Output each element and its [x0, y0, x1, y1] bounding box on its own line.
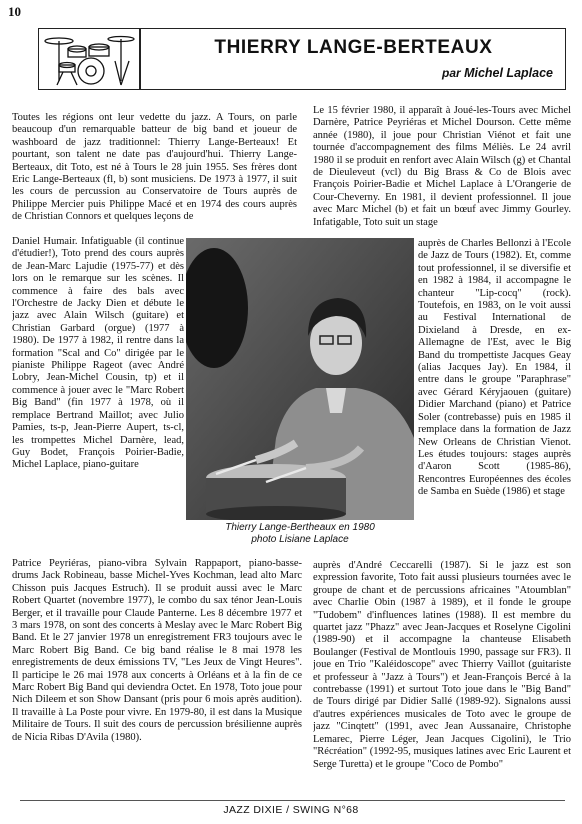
paragraph: Patrice Peyriéras, piano-vibra Sylvain Rappaport, piano-basse-drums Jack Robineau, basse Michel-Yves Kochman, lead alto Marc Chisson puis Jacques Estruch). Il se produit aussi avec le Marc Robert Quartet (novembre 1977), le combo du sax ténor Jean-Louis Berger, et il travaille pour Claude Panterne. Les 8 décembre 1977 et 3 mars 1978, on sont des concerts à Meslay avec le Marc Robert Big Band. Et le 27 janvier 1978 un enregistrement FR3 toujours avec le Marc Robert Big Band. Ce big band réalise le 8 mai 1978 les enregistrements de deux émissions TV, "Les Jeux de Vingt Heures". Il participe le 26 mai 1978 aux concerts à Orléans et à la fin de ce Marc Robert Big Band qui deviendra Octet. En 1978, Toto joue pour Nich Dileem et son Show Dansant (pris pour 6 mois après audition). Il travaille à La Poste pour vivre. En 1979-80, il est dans la Musique Militaire de Tours. Il suit des cours de percussion brésilienne auprès de Nicia Ribas D'Avila (1980).	[12, 558, 302, 743]
byline	[442, 66, 553, 80]
article-text-right-bottom	[313, 560, 571, 792]
footer-divider	[20, 800, 565, 801]
page-number: 10	[8, 4, 21, 19]
drummer-photo	[186, 238, 414, 520]
article-text-left-top	[12, 112, 297, 236]
photo-caption	[186, 522, 414, 546]
paragraph: Toutes les régions ont leur vedette du jazz. A Tours, on parle beaucoup d'un remarquable batteur de big band et joueur de washboard de jazz traditionnel: Thierry Lange-Berteaux! Et pourtant, son talent ne date pas d'aujourd'hui. Thierry Lange-Berteaux, dit Toto, est né à Tours le 28 juin 1955. Ses frères dont Eric Lange-Berteaux (fl, b) sont musiciens. De 1973 à 1977, il suit les cours de percussion au Conservatoire de Tours auprès de Philippe Mercier puis Philippe Macé et en 1974 des cours auprès de Christian Connors et quelques leçons de	[12, 112, 297, 223]
byline-author: Michel Laplace	[464, 66, 553, 80]
photo-caption-title: Thierry Lange-Bertheaux en 1980	[225, 522, 375, 533]
paragraph: auprès d'André Ceccarelli (1987). Si le jazz est son expression favorite, Toto fait aussi plusieurs tournées avec le groupe de chant et de percussions africaines "Atoumblan" avec Charlie Obin (1987 à 1989), et il fonde le groupe "Tudobem" d'influences latines (1988). Il est membre du quartet jazz "Phazz" avec Jean-Jacques et Roselyne Cigolini (1989-90) et il accompagne la chanteuse Elisabeth Boulanger (Festival de Montlouis 1990, passage sur FR3). Il joue en Trio "Kaléidoscope" avec Thierry Vaillot (guitariste et professeur à "Jazz à Tours") et Jean-François Bercé à la contrebasse (1991) et surtout Toto joue dans le "Big Band" de Tours dirigé par Didier Sallé (1989-92). Signalons aussi d'autres expériences musicales de Toto avec le groupe de jazz "Cinqtett" (1991, avec Jean Aussanaire, Christophe Lemarec, Pierre Léger, Jean Jacques Cigolini), le Trio "Récréation" (1992-95, musiques latines avec Eric Laurent et Serge Turetta) et le groupe "Coco de Pombo"	[313, 560, 571, 770]
drummer-photo-illustration	[186, 238, 414, 520]
paragraph: auprès de Charles Bellonzi à l'Ecole de Jazz de Tours (1982). Et, comme tout professionnel, il se diversifie et en 1982 à 1984, il accompagne le chanteur "Lip-cocq" (rock). Toutefois, en 1983, on le voit aussi au Festival International de Dixieland à Dresde, en ex-Allemagne de l'Est, avec le Big Band du trompettiste Jacques Geay (alias Jacques Jay). En 1984, il entre dans le groupe "Paraphrase" avec Gérard Kéryjaouen (guitare) Didier Marchand (piano) et Patrice Soler (contrebasse) puis en 1985 il remplace dans la formation de Jazz New Orleans de Christian Vienot. Les études toujours: stages auprès d'Aaron Scott (1985-86), Rencontres Européennes des écoles de Samba en Suède (1986) et stage	[418, 238, 571, 498]
drum-kit-icon	[41, 31, 137, 87]
article-text-right-top	[313, 105, 571, 237]
paragraph: Daniel Humair. Infatiguable (il continue d'étudier!), Toto prend des cours auprès de Jean-Marc Lajudie (1975-77) et dès lors on le remarque sur les scènes. Il commence à faire des bals avec l'Orchestre de Jacky Dien et débute le jazz avec Alain Wilsch (guitare) et Christian Garbard (orgue) (1977 à 1980). De 1977 à 1982, il rentre dans la formation "Scal and Co" dirigée par le pianiste Philippe Rageot (avec André Lobry, Jean-Michel Cousin, tp) et il commence à jouer avec le "Marc Robert Big Band" (fin 1977 à 1978, où il remplace Bertrand Maillot; avec Julio Pamies, ts-p, Jean-Pierre Aupert, ts-cl, les trompettes Michel Darnère, lead, Guy Bodet, François Poirier-Badie, Michel Laplace, piano-guitare	[12, 236, 184, 471]
byline-prefix: par	[442, 66, 461, 80]
magazine-footer: JAZZ DIXIE / SWING N°68	[223, 804, 359, 816]
photo-credit: photo Lisiane Laplace	[251, 534, 349, 545]
paragraph: Le 15 février 1980, il apparaît à Joué-les-Tours avec Michel Darnère, Patrice Peyriéras et Michel Dourson. Cette même année (1980), il joue pour Christian Viénot et fait une tournée d'accompagnement des films Méliès. Le 24 avril 1980 il se produit en renfort avec Alain Wilsch (g) et Chantal de Dieuleveut (vcl) du Big Brass & Co de Blois avec François Poirier-Badie et Michel Laplace à L'Orangerie de Cour-Cheverny. En 1981, il devient professionnel. Il joue avec Marc Michel (b) et fait un bœuf avec Jimmy Gourley. Infatigable, Toto suit un stage	[313, 105, 571, 228]
article-title: THIERRY LANGE-BERTEAUX	[214, 37, 493, 58]
article-header	[38, 28, 566, 90]
article-text-left-wrap	[12, 236, 184, 551]
article-text-right-wrap	[418, 238, 571, 556]
article-text-left-bottom	[12, 558, 302, 794]
title-divider	[139, 29, 141, 89]
